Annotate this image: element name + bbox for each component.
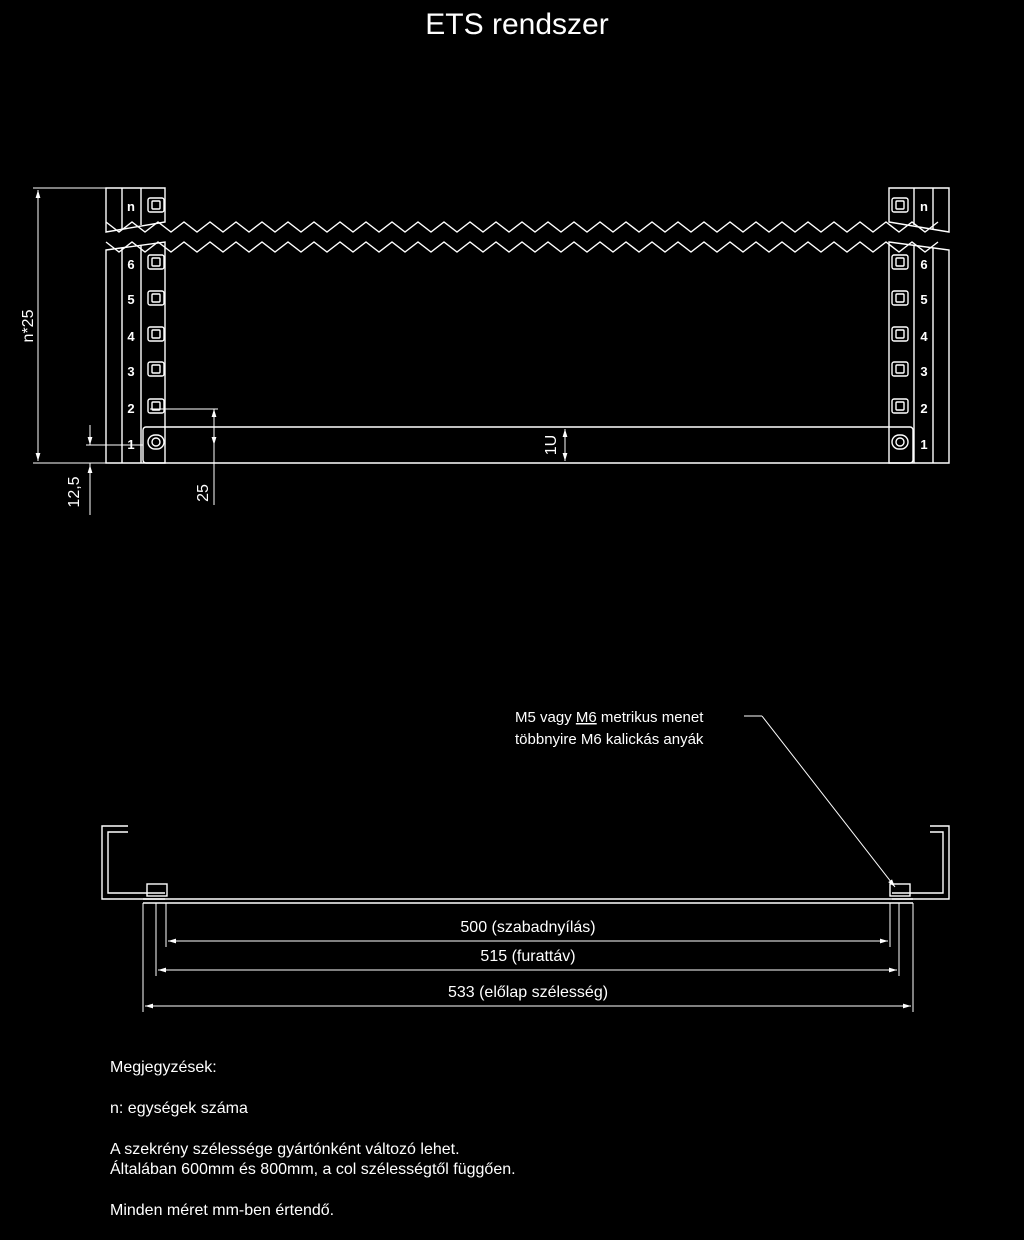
break-line-upper [106,222,938,232]
top-view [102,826,949,903]
note-units: Minden méret mm-ben értendő. [110,1202,335,1219]
break-line-lower [106,242,938,252]
unit-label-right-1: 1 [920,437,928,452]
unit-label-left-3: 3 [127,364,135,379]
mounting-hole-left [148,327,164,341]
unit-label-right-5: 5 [920,292,928,307]
dim-label-pitch: 25 [195,484,212,502]
right-rail-upper [889,188,949,232]
mounting-hole-right [892,362,908,376]
right-profile [892,826,949,899]
front-view-dimensions [33,188,565,515]
unit-label-right-3: 3 [920,364,928,379]
notes-heading: Megjegyzések: [110,1059,217,1076]
mounting-hole-left [148,255,164,269]
cage-nut-left [147,884,167,896]
note-n-definition: n: egységek száma [110,1100,248,1117]
unit-label-left-6: 6 [127,257,135,272]
mounting-hole-left [148,198,164,212]
right-rail-lower [889,242,949,463]
note-width-line-1: A szekrény szélessége gyártónként változó lehet. [110,1141,460,1158]
dim-label-hole-spacing: 515 (furattáv) [480,948,576,965]
dim-label-total-height: n*25 [20,309,37,343]
unit-label-right-2: 2 [920,401,928,416]
callout-line-1: M5 vagy M6 metrikus menet [515,709,704,726]
mounting-hole-right [892,327,908,341]
unit-label-left-n: n [127,199,135,214]
drawing-title: ETS rendszer [425,8,609,41]
mounting-hole-left [148,291,164,305]
cage-nut-right [890,884,910,896]
mounting-hole-right [892,435,908,449]
mounting-hole-right [892,255,908,269]
unit-label-left-1: 1 [127,437,135,452]
unit-label-right-6: 6 [920,257,928,272]
front-panel-1u [143,427,913,463]
dim-label-1u: 1U [543,434,560,456]
left-rail-lower [106,242,165,463]
note-width-line-2: Általában 600mm és 800mm, a col szélességtől függően. [110,1161,516,1178]
callout-line-2: többnyire M6 kalickás anyák [515,731,704,748]
mounting-hole-right [892,399,908,413]
mounting-hole-left [148,435,164,449]
unit-label-right-n: n [920,199,928,214]
mounting-hole-right [892,198,908,212]
dim-label-panel-width: 533 (előlap szélesség) [447,984,609,1001]
mounting-hole-right [892,291,908,305]
unit-label-left-5: 5 [127,292,135,307]
dim-label-offset: 12,5 [66,476,83,508]
unit-label-left-4: 4 [127,329,135,344]
dim-label-opening: 500 (szabadnyílás) [460,919,596,936]
front-view [106,188,949,463]
unit-label-left-2: 2 [127,401,135,416]
left-profile [102,826,165,899]
notes-block [110,1058,910,1221]
unit-label-right-4: 4 [920,329,928,344]
mounting-hole-left [148,362,164,376]
mounting-hole-left [148,399,164,413]
